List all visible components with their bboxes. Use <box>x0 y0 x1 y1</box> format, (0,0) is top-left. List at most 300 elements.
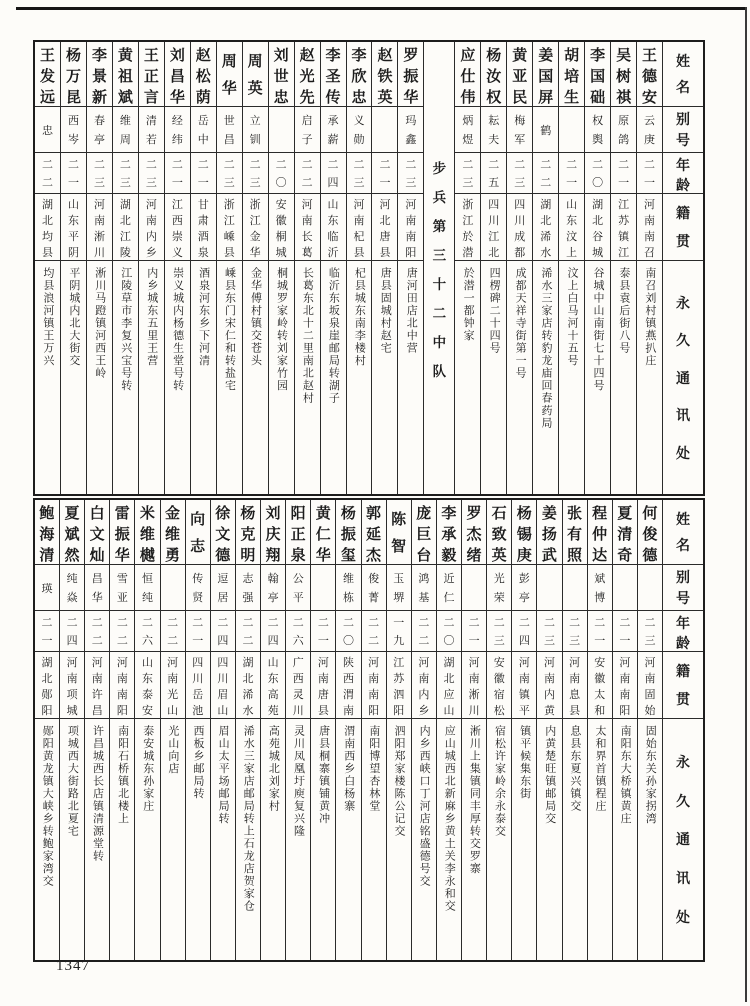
person-column <box>268 42 294 494</box>
name-cell-char: 安 <box>642 90 658 106</box>
name-cell-char: 郭 <box>366 506 382 522</box>
age-cell <box>135 611 159 652</box>
alias-cell-char: 义 <box>353 115 365 127</box>
origin-cell-char: 南 <box>145 215 157 227</box>
alias-cell-char: 鸽 <box>618 134 630 146</box>
alias-cell-char: 军 <box>514 134 526 146</box>
age-cell-char: 〇 <box>443 634 455 647</box>
origin-cell-char: 山 <box>167 705 179 717</box>
name-cell-char: 荫 <box>195 90 211 106</box>
address-text: 江陵草市李复兴宝号转 <box>119 267 132 392</box>
origin-cell-char: 南 <box>342 705 354 717</box>
name-cell-char: 德 <box>642 548 658 564</box>
name-cell-char: 正 <box>290 527 306 543</box>
origin-cell-char: 河 <box>543 657 555 669</box>
age-cell-char: 二 <box>468 617 480 630</box>
origin-cell-char: 宿 <box>493 689 505 701</box>
origin-cell-char: 上 <box>566 247 578 259</box>
address-cell <box>286 719 310 960</box>
header-address-cell <box>663 719 703 960</box>
person-column <box>371 42 397 494</box>
origin-cell-char: 渭 <box>342 689 354 701</box>
address-text: 均县浪河镇王万兴 <box>41 267 54 367</box>
name-cell-char: 鲍 <box>39 506 55 522</box>
age-cell <box>35 153 60 194</box>
name-cell-char: 振 <box>114 527 130 543</box>
origin-cell-char: 北 <box>443 673 455 685</box>
age-cell-char: 三 <box>353 176 365 189</box>
origin-cell-char: 镇 <box>618 231 630 243</box>
address-cell <box>35 719 59 960</box>
address-text: 南阳博望杏林堂 <box>367 725 380 813</box>
header-label: 名 <box>676 81 690 97</box>
person-column <box>59 500 84 960</box>
header-label: 号 <box>676 591 690 607</box>
age-cell <box>512 611 536 652</box>
name-cell <box>236 500 260 565</box>
name-cell-char: 承 <box>441 527 457 543</box>
name-cell-char: 勇 <box>165 548 181 564</box>
origin-cell-char: 湖 <box>242 657 254 669</box>
name-cell-char: 远 <box>40 90 56 106</box>
name-cell-char: 传 <box>325 90 341 106</box>
age-cell-char: 三 <box>514 176 526 189</box>
origin-cell-char: 召 <box>644 247 656 259</box>
alias-cell-char: 世 <box>223 115 235 127</box>
name-cell-char: 夏 <box>64 506 80 522</box>
age-cell-char: 一 <box>192 634 204 647</box>
address-text: 内乡城东五里王营 <box>145 267 158 367</box>
age-cell-char: 一 <box>618 176 630 189</box>
address-cell <box>588 719 612 960</box>
origin-cell <box>110 652 134 719</box>
name-cell-char: 华 <box>114 548 130 564</box>
origin-cell <box>637 194 662 261</box>
address-text: 长葛东北十二里南北赵村 <box>301 267 314 405</box>
alias-cell-char: 玉 <box>393 573 405 585</box>
alias-cell-char: 逗 <box>217 573 229 585</box>
age-cell-char: 二 <box>543 617 555 630</box>
alias-cell-char: 昌 <box>223 134 235 146</box>
age-cell <box>362 611 386 652</box>
age-cell-char: 一 <box>594 634 606 647</box>
origin-cell <box>191 194 216 261</box>
name-cell-char: 振 <box>403 69 419 85</box>
age-cell <box>161 611 185 652</box>
age-cell-char: 二 <box>91 617 103 630</box>
origin-cell-char: 均 <box>42 231 54 243</box>
person-column <box>612 500 637 960</box>
name-cell-char: 雷 <box>114 506 130 522</box>
origin-cell <box>243 194 268 261</box>
age-cell-char: 二 <box>379 159 391 172</box>
person-column <box>242 42 268 494</box>
age-cell-char: 二 <box>342 617 354 630</box>
name-cell-char: 发 <box>40 69 56 85</box>
alias-cell-char: 耘 <box>488 115 500 127</box>
origin-cell-char: 临 <box>327 231 339 243</box>
alias-cell-char: 雪 <box>116 573 128 585</box>
name-cell <box>35 42 60 107</box>
origin-cell <box>638 652 662 719</box>
address-text: 内黄楚旺镇邮局交 <box>543 725 556 825</box>
address-cell <box>387 719 411 960</box>
person-column <box>361 500 386 960</box>
age-cell <box>387 611 411 652</box>
page-edge-top-line <box>16 7 746 10</box>
age-cell-char: 一 <box>379 176 391 189</box>
origin-cell <box>236 652 260 719</box>
age-cell-char: 二 <box>488 159 500 172</box>
header-origin-cell <box>663 194 703 261</box>
alias-cell-char: 贤 <box>192 592 204 604</box>
origin-cell-char: 阴 <box>68 247 79 259</box>
age-cell-char: 一 <box>197 176 209 189</box>
origin-cell <box>35 652 59 719</box>
origin-cell-char: 阳 <box>41 705 53 717</box>
age-cell <box>455 153 480 194</box>
address-cell <box>398 261 423 494</box>
name-cell <box>437 500 461 565</box>
header-column <box>662 500 703 960</box>
alias-cell-char: 忠 <box>42 124 54 137</box>
name-cell-char: 姜 <box>541 506 557 522</box>
origin-cell-char: 南 <box>619 689 631 701</box>
person-column <box>35 500 59 960</box>
origin-cell-char: 浠 <box>242 689 254 701</box>
age-cell-char: 三 <box>145 176 157 189</box>
name-cell-char: 华 <box>315 548 331 564</box>
alias-cell <box>585 107 610 153</box>
age-cell-char: 二 <box>368 617 380 630</box>
name-cell-char: 忠 <box>351 90 367 106</box>
age-cell-char: 二 <box>242 634 254 647</box>
header-label: 讯 <box>676 409 690 424</box>
address-cell <box>347 261 372 494</box>
person-column <box>86 42 112 494</box>
age-cell-char: 二 <box>42 159 54 172</box>
alias-cell <box>372 107 397 153</box>
header-label: 年 <box>676 159 690 174</box>
name-cell-char: 华 <box>221 81 237 97</box>
person-column <box>386 500 411 960</box>
age-cell-char: 二 <box>405 159 417 172</box>
roster-table-lower <box>33 498 705 962</box>
origin-cell-char: 南 <box>644 231 656 243</box>
origin-cell-char: 东 <box>141 673 153 685</box>
address-cell <box>61 261 86 494</box>
alias-cell-char: 中 <box>197 134 209 146</box>
origin-cell-char: 潜 <box>462 247 474 259</box>
page-edge-right-line <box>745 7 747 1002</box>
origin-cell-char: 东 <box>267 673 279 685</box>
name-cell <box>87 42 112 107</box>
origin-cell-char: 川 <box>468 705 480 717</box>
person-column <box>562 500 587 960</box>
age-cell <box>243 153 268 194</box>
name-cell-char: 昆 <box>66 90 82 106</box>
age-cell-char: 二 <box>116 634 128 647</box>
age-cell <box>372 153 397 194</box>
origin-cell-char: 北 <box>592 215 604 227</box>
origin-cell <box>437 652 461 719</box>
name-cell <box>613 500 637 565</box>
name-cell-char: 刘 <box>169 48 185 64</box>
origin-cell-char: 南 <box>368 689 380 701</box>
alias-cell <box>507 107 532 153</box>
name-cell-char: 台 <box>416 548 432 564</box>
origin-cell-char: 池 <box>192 705 204 717</box>
alias-cell <box>135 565 159 611</box>
alias-cell-char: 岑 <box>68 134 79 146</box>
origin-cell-char: 南 <box>418 673 430 685</box>
name-cell-char: 先 <box>299 90 315 106</box>
header-label: 通 <box>676 833 690 849</box>
name-cell-char: 伟 <box>460 90 476 106</box>
name-cell-char: 杰 <box>366 548 382 564</box>
alias-cell <box>236 565 260 611</box>
name-cell-char: 英 <box>247 81 263 97</box>
name-cell-char: 清 <box>39 548 55 564</box>
alias-cell <box>437 565 461 611</box>
name-cell-char: 振 <box>340 527 356 543</box>
name-cell-char: 赵 <box>195 48 211 64</box>
name-cell <box>85 500 109 565</box>
age-cell-char: 三 <box>493 634 505 647</box>
origin-cell-char: 四 <box>217 657 229 669</box>
name-cell-char: 庆 <box>265 527 281 543</box>
address-cell <box>613 719 637 960</box>
origin-cell-char: 江 <box>249 215 261 227</box>
origin-cell-char: 长 <box>301 231 313 243</box>
alias-cell <box>87 107 112 153</box>
origin-cell-char: 河 <box>468 657 480 669</box>
age-cell-char: 二 <box>592 159 604 172</box>
origin-cell-char: 河 <box>619 657 631 669</box>
alias-cell-char: 俊 <box>368 573 380 585</box>
age-cell-char: 二 <box>197 159 209 172</box>
origin-cell-char: 陵 <box>119 247 131 259</box>
origin-cell-char: 葛 <box>301 247 313 259</box>
age-cell-char: 〇 <box>275 176 287 189</box>
origin-cell-char: 河 <box>116 657 128 669</box>
person-column <box>285 500 310 960</box>
name-cell-char: 石 <box>491 506 507 522</box>
origin-cell-char: 浙 <box>249 199 261 211</box>
address-cell <box>533 261 558 494</box>
header-address-cell <box>663 261 703 494</box>
name-cell-char: 新 <box>91 90 107 106</box>
alias-cell <box>563 565 587 611</box>
origin-cell-char: 湖 <box>42 199 54 211</box>
name-cell-char: 松 <box>195 69 211 85</box>
name-cell <box>455 42 480 107</box>
age-cell-char: 二 <box>217 617 229 630</box>
origin-cell-char: 安 <box>493 657 505 669</box>
age-cell-char: 四 <box>267 634 279 647</box>
alias-cell-char: 钏 <box>249 134 261 146</box>
origin-cell-char: 於 <box>462 231 474 243</box>
name-cell-char: 李 <box>325 48 341 64</box>
person-column <box>610 42 636 494</box>
origin-cell-char: 酒 <box>197 231 209 243</box>
alias-cell-char: 清 <box>145 115 157 127</box>
address-text: 镇平候集东街 <box>518 725 531 800</box>
origin-cell-char: 义 <box>171 247 183 259</box>
age-cell <box>588 611 612 652</box>
header-label: 籍 <box>676 665 690 681</box>
name-cell-char: 屏 <box>538 90 554 106</box>
alias-cell-char: 鑫 <box>405 134 417 146</box>
age-cell-char: 四 <box>217 634 229 647</box>
origin-cell-char: 成 <box>514 231 526 243</box>
header-alias-cell <box>663 565 703 611</box>
name-cell <box>533 42 558 107</box>
alias-cell-char: 岳 <box>197 115 209 127</box>
origin-cell-char: 江 <box>618 247 630 259</box>
alias-cell-char: 居 <box>217 592 229 604</box>
person-column <box>461 500 486 960</box>
alias-cell-char: 近 <box>443 573 455 585</box>
age-cell <box>60 611 84 652</box>
person-column <box>346 42 372 494</box>
origin-cell <box>336 652 360 719</box>
header-label: 贯 <box>676 234 690 250</box>
origin-cell-char: 川 <box>292 705 304 717</box>
name-cell-char: 徐 <box>215 506 231 522</box>
name-cell-char: 李 <box>441 506 457 522</box>
origin-cell-char: 泗 <box>393 689 405 701</box>
origin-cell-char: 苑 <box>267 705 279 717</box>
origin-cell-char: 县 <box>569 705 581 717</box>
name-cell-char: 李 <box>590 48 606 64</box>
age-cell-char: 二 <box>242 617 254 630</box>
address-cell <box>637 261 662 494</box>
age-cell <box>186 611 210 652</box>
name-cell-char: 俊 <box>642 527 658 543</box>
address-text: 眉山太平场邮局转 <box>217 725 230 825</box>
name-cell-char: 志 <box>190 539 206 555</box>
name-cell-char: 巨 <box>416 527 432 543</box>
address-cell <box>161 719 185 960</box>
alias-cell <box>487 565 511 611</box>
address-text: 崇义城内杨德生堂号转 <box>171 267 184 392</box>
origin-cell-char: 徽 <box>493 673 505 685</box>
origin-cell <box>455 194 480 261</box>
header-column <box>662 42 703 494</box>
origin-cell-char: 南 <box>619 673 631 685</box>
name-cell-char: 米 <box>139 506 155 522</box>
address-cell <box>211 719 235 960</box>
origin-cell-char: 都 <box>514 247 526 259</box>
name-cell-char: 罗 <box>403 48 419 64</box>
address-cell <box>85 719 109 960</box>
age-cell-char: 一 <box>644 176 656 189</box>
address-cell <box>537 719 561 960</box>
address-cell <box>507 261 532 494</box>
header-label: 贯 <box>676 692 690 708</box>
age-cell <box>113 153 138 194</box>
origin-cell-char: 水 <box>540 247 552 259</box>
name-cell <box>60 500 84 565</box>
origin-cell-char: 南 <box>116 689 128 701</box>
name-cell-char: 国 <box>538 69 554 85</box>
name-cell-char: 绪 <box>466 548 482 564</box>
origin-cell-char: 河 <box>317 657 329 669</box>
name-cell-char: 生 <box>564 90 580 106</box>
person-column <box>35 42 60 494</box>
age-cell-char: 二 <box>566 159 578 172</box>
origin-cell-char: 许 <box>91 689 103 701</box>
origin-cell-char: 山 <box>68 199 79 211</box>
alias-cell <box>139 107 164 153</box>
name-cell-char: 翔 <box>265 548 281 564</box>
address-text: 临沂东坂泉崖邮局转湖子 <box>327 267 340 405</box>
origin-cell-char: 息 <box>569 689 581 701</box>
address-text: 杞县城东南李楼村 <box>353 267 366 367</box>
origin-cell-char: 苏 <box>393 673 405 685</box>
origin-cell-char: 西 <box>171 215 183 227</box>
name-cell-char: 祺 <box>616 90 632 106</box>
origin-cell-char: 南 <box>353 215 365 227</box>
alias-cell-char: 纯 <box>66 573 78 585</box>
unit-label-char: 三 <box>432 247 447 263</box>
name-cell-char: 智 <box>391 539 407 555</box>
alias-cell-char: 平 <box>292 592 304 604</box>
age-cell-char: 二 <box>145 159 157 172</box>
alias-cell-char: 传 <box>192 573 204 585</box>
origin-cell-char: 南 <box>644 215 656 227</box>
name-cell-char: 姜 <box>538 48 554 64</box>
unit-label-char: 中 <box>432 334 447 350</box>
alias-cell-char: 鹤 <box>540 124 552 137</box>
address-cell <box>321 261 346 494</box>
name-cell-char: 阳 <box>290 506 306 522</box>
address-cell <box>638 719 662 960</box>
address-cell <box>186 719 210 960</box>
name-cell-char: 维 <box>139 527 155 543</box>
name-cell <box>269 42 294 107</box>
age-cell <box>191 153 216 194</box>
origin-cell-char: 安 <box>594 657 606 669</box>
origin-cell-char: 县 <box>223 247 235 259</box>
person-column <box>164 42 190 494</box>
name-cell-char: 铁 <box>377 69 393 85</box>
name-cell-char: 杨 <box>240 506 256 522</box>
name-cell-char: 王 <box>40 48 56 64</box>
age-cell <box>487 611 511 652</box>
age-cell <box>533 153 558 194</box>
address-cell <box>35 261 60 494</box>
origin-cell <box>398 194 423 261</box>
origin-cell <box>585 194 610 261</box>
origin-cell-char: 内 <box>418 689 430 701</box>
origin-cell-char: 内 <box>145 231 157 243</box>
header-label: 处 <box>676 446 690 462</box>
name-cell <box>191 42 216 107</box>
name-cell <box>186 500 210 565</box>
alias-cell <box>217 107 242 153</box>
origin-cell-char: 河 <box>644 199 656 211</box>
address-cell <box>261 719 285 960</box>
origin-cell-char: 南 <box>93 215 105 227</box>
alias-cell-char: 彭 <box>518 573 530 585</box>
age-cell <box>165 153 190 194</box>
origin-cell-char: 唐 <box>317 689 329 701</box>
origin-cell <box>87 194 112 261</box>
origin-cell-char: 四 <box>514 199 526 211</box>
name-cell-char: 斌 <box>64 527 80 543</box>
